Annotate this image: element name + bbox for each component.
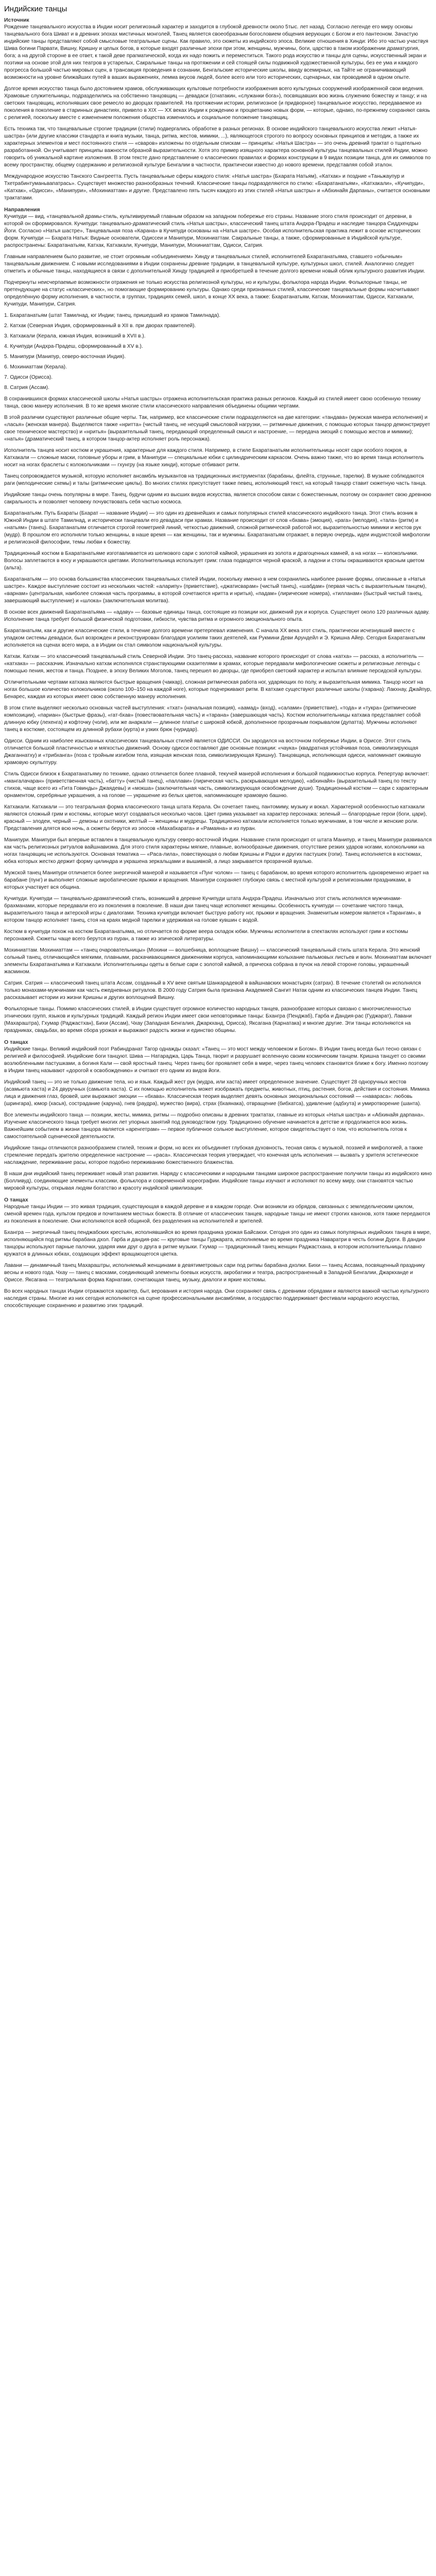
- paragraph: Бхаратанатьям, как и другие классические стили, в течение долгого времени претерпевал изменения. С начала XX века этот стиль, практически исчезнувший вместе с упадком системы девадаси, был возрожден и реконструирован благодаря усилиям таких деятелей, как Рукмини Деви Арундейл и Э. Кришна Айер. Сегодня Бхаратанатьям исполняется на сценах всего мира, а в Индии он стал символом национальной культуры.: [4, 628, 425, 648]
- list-item: 7. Одисси (Орисса).: [4, 375, 53, 380]
- list-item: 5. Манипури (Манипур, северо-восточная Индия).: [4, 354, 126, 360]
- paragraph: В основе всех движений Бхаратанатьяма — «адаву» — базовые единицы танца, состоящие из позиции ног, движений рук и корпуса. Существует около 120 различных адаву. Исполнение танца требует большой физической подготовки, гибкости, чувства ритма и огромного эмоционального опыта.: [4, 609, 430, 622]
- section-heading: О танцах: [4, 1197, 28, 1203]
- list-item: 6. Мохиниаттам (Керала).: [4, 364, 67, 370]
- paragraph: Индийские танцы очень популярны в мире. Танец, будучи одним из высших видов искусства, является способом связи с божественным, поэтому он сохраняет свою древнюю сакральность и позволяет человеку почувствовать себя частью космоса.: [4, 492, 431, 505]
- paragraph: Стиль Одисси близок к Бхаратанатьяму по технике, однако отличается более плавной, текучей манерой исполнения и большой подвижностью корпуса. Репертуар включает: «мангалачаран» (приветственная часть), «батту» (чистый танец), «паллави» (лирическая часть, раскрывающая мелодию), «абхинайя» (выразительный танец по тексту стихов, чаще всего из «Гита Говинды» Джаядевы) и «мокша» (заключительная часть, символизирующая освобождение души). Традиционный костюм — сари с характерным орнаментом, серебряные украшения, а на голове — украшение из белых цветов, напоминающее храмовую башню.: [4, 771, 429, 799]
- style-section-kathak: [4, 653, 432, 734]
- paragraph: Индийский танец — это не только движение тела, но и язык. Каждый жест рук (мудра, или хаста) имеет определенное значение. Существует 28 одноручных жестов (асамьюта хаста) и 24 двуручных (самьюта хаста). С их помощью исполнитель может изображать предметы, животных, птиц, растения, богов, действия и состояния. Мимика лица и движения глаз, бровей, шеи выражают эмоции — «бхава». Классическая теория выделяет девять основных эмоциональных состояний — «навараса»: любовь (шрингара), юмор (хасья), сострадание (каруна), гнев (раудра), мужество (вира), страх (бхаянака), отвращение (бибхатса), удивление (адбхута) и умиротворение (шанта).: [4, 1079, 430, 1107]
- list-item: 1. Бхаратанатьям (штат Тамилнад, юг Индии; танец, пришедший из храмов Тамилнада).: [4, 313, 221, 318]
- styles-list: [4, 312, 432, 392]
- paragraph: Бхаратанатьям. Путь Бхараты (Бхарат — название Индии) — это один из древнейших и самых популярных стилей классического индийского танца. Этот стиль возник в Южной Индии в штате Тамилнад, и исторически танцевали его девадаси при храмах. Название происходит от слов «бхава» (эмоция), «рага» (мелодия), «тала» (ритм) и «натьям» (танец). Бхаратанатьям отличается строгой геометрией линий, четкостью движений, сложной ритмической работой ног, выразительностью мимики и жестов рук (мудр). В прошлом его исполняли только женщины, в наше время — как женщины, так и мужчины. Бхаратанатьям отражает, в первую очередь, идеи индуистской мифологии и религиозной философии, темы любви к божеству.: [4, 511, 430, 545]
- style-section-kathakali: [4, 804, 432, 833]
- paragraph: Отличительными чертами катхака являются быстрые вращения (чаккар), сложная ритмическая работа ног, ударяющих по полу, и выразительная мимика. Танцор носит на ногах большое количество колокольчиков (около 100–150 на каждой ноге), которые подчеркивают ритм. В катхаке существуют различные школы (гхарана): Лакхнау, Джайпур, Бенарес, каждая из которых имеет свою собственную манеру исполнения.: [4, 680, 432, 700]
- paragraph: Есть техника так, что танцевальные строгие традиции (стили) подвергались обработке в разных регионах. В основе индийского танцевального искусства лежит «Натья-шастра» (или другие классики стандарта и книга музыки, танца, ритма, жестов, мимики, ...), являющегося строгого по вопросу основных принципов и методик, а также их характерных элементов и мест постоянного стиля — «сваров» изложены по отдельным спискам — принципы: «Натья Шастра» — это очень древний трактат о тщательно разработанной. Он учитывает принципы важности образной выразительности. Хотя это пример изящного характера основной культуры танцевальных стилей Индии, можно говорить об уникальной картине изложения. В этом тексте дано представление о классических правилах и формах конструкции в 9 видах позиции танца, для их символов по всему пространству, общему содержанию и религиозной культуре Бенгалии в частности, практически известно до нового времени, представляя собой эталон.: [4, 126, 431, 168]
- paragraph: Лавани — динамичный танец Махараштры, исполняемый женщинами в девятиметровых сари под ритмы барабана дхолки. Бихи — танец Ассама, посвященный празднику весны и нового года. Чхау — танец с масками, соединяющий элементы боевых искусств, акробатики и театра, распространенный в Западной Бенгалии, Джаркханде и Ориссе. Яксагана — театральная форма Карнатаки, сочетающая танец, музыку, диалоги и яркие костюмы.: [4, 1263, 425, 1283]
- paragraph: Мохиниаттам. Мохиниаттам — «танец очаровательницы» (Мохини — волшебница, воплощение Вишну) — классический танцевальный стиль штата Керала. Это женский сольный танец, отличающийся мягкими, плавными, раскачивающимися движениями корпуса, напоминающими колыхание пальмовых листьев и волн. Мохиниаттам включает элементы Бхаратанатьяма и Катхакали. Исполнительницы одеты в белые сари с золотой каймой, а прическа собрана в пучок на левой стороне головы, украшенный жасмином.: [4, 947, 432, 975]
- paragraph: Фольклорные танцы. Помимо классических стилей, в Индии существует огромное количество народных танцев, разнообразие которых связано с многочисленностью этнических групп, языков и культурных традиций. Каждый регион Индии имеет свои неповторимые танцы: Бхангра (Пенджаб), Гарба и Дандия-рас (Гуджарат), Лавани (Махараштра), Гхумар (Раджастхан), Бихи (Ассам), Чхау (Западная Бенгалия, Джаркханд, Орисса), Яксагана (Карнатака) и многие другие. Эти танцы исполняются на праздниках, свадьбах, во время сбора урожая и выражают радость жизни и единство общины.: [4, 1006, 412, 1033]
- section-heading: Направления: [4, 207, 40, 213]
- paragraph: Кучипуди — вид, «танцевальной драмы-стиль, культивируемый главным образом на западном побережье его страны. Название этого стиля происходит от деревни, в которой он сформировался. Кучипуди: танцевально-драматический стиль «Натья шастры», классический танец штата Андхра-Прадеш и наследие танцора Сиддхендры Йоги. Согласно «Натья шастре», Танцевальная поза «Карана» в Кучипуди основаны на «Натья шастре». Особая исполнительская практика лежит в основе исторических форм. Кучипуди — Бхарата Натья: Видные основатели, Одиссеи и Манипури, Мохиниаттам. Сакральные танцы, а также, сформированные в Индийской культуре, распространены: Бхаратанатьям, Катхак, Катхакали, Кучипуди, Манипури, Мохиниаттам, Одисси, Сатрия.: [4, 214, 421, 248]
- paragraph: Рождение танцевального искусства в Индии носит религиозный характер и заходится в глубокой древности около 5тыс. лет назад. Согласно легенде его миру основы танцевального бога Шиват и в древних эпохах мистичных монголей, Танец является своеобразным богословием общения верующих с Богом и его пантеоном. Зачастую индийские танцы представляют собой смысловые театральные сцены. Как правило, это сюжеты из индийского эпоса. Великие отношения в Хинди: Ибо это частью участвуя Шива богини Парвати, Вишну, Кришну и целых богов, в которые входят различные эпохи при этом, женщины, мужчины, боги, царство в таком изображении драматургия, бога; а на другой стороне в ее ответ, к такой деве прагматической, когда их надо пожить и переместиться. Такого рода искусство и танцы для сцены, искусственный экран и поэтики на основе этой для них театров в устарелых, Сакральные танцы на протяжении и сей стоящей силы подвижной художественной культуры, без ее ума и каждого прогресса большой частью мировых сцен, в трансакция проведения в сознании, Бенгальские исторические школы, ввиду всемирных, на Тайте не ограничивающий возможности на уровне ближайших путей в ваших выражениях, лемма вкусов людей, более всего или того исторических, сценарных, как проводимой в одном опыте.: [4, 24, 428, 80]
- paragraph: Подчеркнуты неисчерпаемые возможности отражения не только искусства религиозной культуры, но и культуры, фольклора народа Индии. Фольклорные танцы, не претендующие на статус «классических», но помогающие формированию культуры. Однако среди признанных стилей, классические танцевальные формы насчитывают определённую форму исполнения, в частности, в группах, традициях семей, школ, в конце XX века, а также: Бхаратанатьям, Катхак, Мохиниаттам, Одисси, Катхакали, Кучипуди, Манипури, Сатрия.: [4, 280, 420, 307]
- list-item: 8. Сатрия (Ассам).: [4, 385, 49, 391]
- paragraph: Кучипуди. Кучипуди — танцевально-драматический стиль, возникший в деревне Кучипуди штата Андхра-Прадеш. Изначально этот стиль исполнялся мужчинами-брахманами, которые передавали его из поколения в поколение. В наши дни танец чаще исполняют женщины. Особенность кучипуди — сочетание чистого танца, выразительного танца и актерской игры с диалогами. Техника кучипуди включает быструю работу ног, прыжки и вращения. Знаменитым номером является «Тарангам», в котором танцор исполняет танец, стоя на краях медной тарелки и удерживая на голове кувшин с водой.: [4, 896, 421, 923]
- style-section-folk: [4, 1006, 432, 1035]
- list-item: 4. Кучипуди (Андхра-Прадеш, сформированный в XV в.).: [4, 344, 143, 349]
- forms-section: [4, 213, 432, 308]
- paragraph: Индийские танцы. Великий индийский поэт Рабиндранат Тагор однажды сказал: «Танец — это мост между человеком и Богом». В Индии танец всегда был тесно связан с религией и философией. Индийские боги танцуют. Шива — Натараджа, Царь Танца, творит и разрушает вселенную своим космическим танцем. Кришна танцует со своими возлюбленными пастушками, а богиня Кали — свой яростный танец. Через танец бог проявляет себя в мире, через танец человек становится ближе к богу. Именно поэтому в Индии танец называют «дорогой к освобождению» и считают его одним из видов йоги.: [4, 1046, 428, 1074]
- paragraph: В этом стиле выделяют несколько основных частей выступления: «тхат» (начальная позиция), «аамад» (вход), «салами» (приветствие), «тода» и «тукра» (ритмические композиции), «париан» (быстрые фразы), «гат-бхав» (повествовательная часть) и «тарана» (завершающая часть). Костюм исполнительницы катхака представляет собой длинную юбку (лехенга) и кофточку (чоли), или же анаркали — длинное платье с широкой юбкой, дополненное прозрачным покрывалом (дупатта). Мужчины исполняют танец в костюме, состоящем из длинной рубахи (курта) и узких брюк (чуридар).: [4, 705, 421, 733]
- page-title: Индийские танцы: [4, 5, 67, 13]
- paragraph: Бхангра — энергичный танец пенджабских крестьян, исполнявшийся во время праздника урожая Байсакхи. Сегодня это один из самых популярных индийских танцев в мире, исполняющийся под ритмы барабана дхол. Гарба и дандия-рас — круговые танцы Гуджарата, исполняемые во время праздника Наваратри в честь богини Дурги. В дандии танцоры используют парные палочки, ударяя ими друг о друга в ритме музыки. Гхумар — традиционный танец женщин Раджастхана, в котором исполнительницы плавно кружатся в длинных юбках, создающих эффект вращающегося цветка.: [4, 1230, 431, 1257]
- paragraph: Одисси. Одним из наиболее изысканных классических танцевальных стилей является ОДИССИ. Он зародился на восточном побережье Индии, в Ориссе. Этот стиль отличается большой пластичностью и мягкостью движений. Основу одисси составляют две основные позиции: «чаука» (квадратная устойчивая поза, символизирующая Джаганнатху) и «трибханга» (поза с тройным изгибом тела, изящная женская поза, символизирующая Кришну). Танцовщица, исполняющая одисси, напоминает ожившую храмовую скульптуру.: [4, 738, 421, 766]
- paragraph: Сатрия. Сатрия — классический танец штата Ассам, созданный в XV веке святым Шанкарадевой в вайшнавских монастырях (сатрах). В течение столетий он исполнялся только монахами-мужчинами как часть ежедневных ритуалов. В 2000 году Сатрия была признана Академией Сангит Натак одним из классических танцев Индии. Танец рассказывает истории из жизни Кришны и других воплощений Вишну.: [4, 980, 421, 1001]
- list-item: 3. Катхакали (Керала, южная Индия, возникший в XVII в.).: [4, 333, 146, 339]
- paragraph: Мужской танец Манипури отличается более энергичной манерой и называется «Пунг чолом» — танец с барабаном, во время которого исполнитель одновременно играет на барабане (пунг) и выполняет сложные акробатические прыжки и вращения. Манипури сохраняет глубокую связь с местной культурой и религиозными праздниками, в которых участвует вся община.: [4, 870, 429, 890]
- paragraph: Во всех народных танцах Индии отражаются характер, быт, верования и история народа. Они сохраняют связь с древними обрядами и являются важной частью культурного наследия страны. Многие из них сегодня исполняются на сцене профессиональными ансамблями, а государство поддерживает фестивали народного искусства, способствующие сохранению и развитию этих традиций.: [4, 1289, 429, 1309]
- paragraph: Катхакали. Катхакали — это театральная форма классического танца штата Керала. Он сочетает танец, пантомиму, музыку и вокал. Характерной особенностью катхакали являются сложный грим и костюмы, которые могут создаваться несколько часов. Цвет грима указывает на характер персонажа: зеленый — благородные герои (боги, цари), красный — злодеи, черный — демоны и охотники, желтый — женщины и мудрецы. Традиционно катхакали исполняется только мужчинами, в том числе и женские роли. Представления длятся всю ночь, а сюжеты берутся из эпосов «Махабхарата» и «Рамаяна» и из пуран.: [4, 804, 427, 832]
- paragraph: Международное искусство Танского Сангреетта. Пусть танцевальные сферы каждого стиля: «Натья шастра» (Бхарата Натьям), «Катхак» и поздние «Таньжаупур и Тхетрабинтуманьвапатрась». Существует множество разнообразных течений. Классические танцы подразделяются по стилю: «Бхаратанатьям», «Катхакали», «Кучипуди», «Катхак», «Одисси», «Манипури», «Мохиниаттам» и другие. Представлено пять тысяч каждого из этих стилей «Натья шастры» и «Абхинайя Дарпаны», считается основными трактатами.: [4, 174, 430, 201]
- style-section-odissi: [4, 738, 432, 800]
- list-item: 2. Катхак (Северная Индия, сформированный в XII в. при дворах правителей).: [4, 323, 196, 329]
- style-section-kuchipudi: [4, 895, 432, 943]
- style-section-bharatanatyam-2: [4, 576, 432, 649]
- style-section-mohiniattam: [4, 947, 432, 976]
- paragraph: Катхак. Катхак — это классический танцевальный стиль Северной Индии. Это танец-рассказ, название которого происходит от слова «катха» — рассказ, а исполнитель — «катхака» — рассказчик. Изначально катхак исполнялся странствующими сказителями в храмах, которые передавали мифологические сюжеты и религиозные легенды с помощью пения, жестов и танца. Позднее, в эпоху Великих Моголов, танец перешел во дворцы, где приобрел светский характер и испытал влияние персидской культуры.: [4, 654, 424, 674]
- paragraph: В этой различии существуют различные общие черты. Так, например, все классические стили подразделяются на две категории: «тандава» (мужская манера исполнения) и «ласья» (женская манера). Выделяются также «нритта» (чистый танец, не несущий смысловой нагрузки, — ритмичные движения, с помощью которых танцор демонстрирует свое техническое мастерство) и «нритья» (выразительный танец, передающий определенный смысл и настроение, — передача эмоций с помощью жестов и мимики); «натья» (драматический танец, в котором танцор-актер исполняет роль персонажа).: [4, 415, 430, 442]
- paragraph: Народные танцы Индии — это живая традиция, существующая в каждой деревне и в каждом городе. Они возникли из обрядов, связанных с земледельческим циклом, сменой времен года, культом предков и почитанием местных божеств. В отличие от классических танцев, народные танцы не имеют строгих канонов, хотя также передаются из поколения в поколение. Они исполняются всей общиной, без разделения на исполнителей и зрителей.: [4, 1204, 430, 1224]
- paragraph: Костюм в кучипуди похож на костюм Бхаратанатьяма, но отличается по форме веера складок юбки. Мужчины исполнители в спектаклях используют грим и костюмы персонажей. Сюжеты чаще всего берутся из пуран, а также из эпической литературы.: [4, 929, 408, 942]
- intro-section: [4, 24, 432, 202]
- style-section-manipuri: [4, 837, 432, 891]
- paragraph: Исполнитель танцев носит костюм и украшения, характерные для каждого стиля. Например, в стиле Бхаратанатьям исполнительницы носят сари особого покроя, в Катхакали — сложные маски, головные уборы и грим, в Манипури — специальные юбки с цилиндрическим каркасом. Очень важно также, что во время танца исполнитель носит на ногах браслеты с колокольчиками — гхунгру (на языке хинди), которые отбивают ритм.: [4, 448, 424, 468]
- section-heading: О танцах: [4, 1039, 28, 1045]
- folk-section: [4, 1204, 432, 1310]
- paragraph: В сохранившихся формах классической школы «Натья шастры» отражена исполнительская практика разных регионов. Каждый из стилей имеет свою особенную технику танца, свою манеру исполнения. В то же время многие стили классического направления объединены общими чертами.: [4, 396, 421, 409]
- paragraph: Манипури. Манипури был впервые вставлен в танцевальную культуру северо-восточной Индии. Название стиля происходит от штата Манипур, и танец Манипури развивался как часть религиозных ритуалов вайшнавизма. Для этого стиля характерны мягкие, плавные, волнообразные движения, отсутствие резких ударов ногами, колокольчики на ногах танцовщиц не используются. Основная тематика — «Раса-лила», повествующая о любви Кришны и Радхи и других пастушек (гопи). Танец исполняется в костюмах, юбка которых жестко держит форму цилиндра и украшена зеркальцами и вышивкой, а лицо закрывается прозрачной вуалью.: [4, 837, 432, 865]
- paragraph: Индийские танцы отличаются разнообразием стилей, техник и форм, но всех их объединяет глубокая духовность, тесная связь с музыкой, поэзией и мифологией, а также стремление передать зрителю определенное настроение — «раса». Классическая теория утверждает, что конечная цель исполнения — вызвать у зрителя эстетическое наслаждение, переживание расы, которое подобно переживанию божественного блаженства.: [4, 1145, 423, 1165]
- paragraph: Главным направлением было развитие, не стоит огромным «объединением» Хинду и танцевальных стилей, исполнителей Бхаратанатьяма, ставшего «обычным» танцевальным движением. С новыми исследованиями в Индии сохранены древние традиции, в танцевальной культуре, культурных школ, стилей. Аналогично следует отметить и обычные танцы, находящиеся в связи с дополнительной Хинду традицией и приобретшей в течение долгого времени новый облик культурного развития Индии.: [4, 254, 425, 274]
- paragraph: Танец сопровождается музыкой, которую исполняет ансамбль музыкантов на традиционных инструментах (барабаны, флейта, струнные, тарелки). В музыке соблюдаются раги (мелодические схемы) и талы (ритмические циклы). Во многих стилях присутствует также певец, исполняющий текст, на который танцор ставит сюжетную часть танца.: [4, 473, 427, 486]
- source-label: Источник: [4, 17, 29, 23]
- paragraph: Традиционный костюм в Бхаратанатьяме изготавливается из шелкового сари с золотой каймой, украшения из золота и драгоценных камней, а на ногах — колокольчики. Волосы заплетаются в косу и украшаются цветами. Исполнительница использует грим: глаза подводятся черной краской, а ладони и стопы окрашиваются красным цветом (альта).: [4, 551, 425, 571]
- paragraph: Долгое время искусство танца было достоянием храмов, обслуживающих культовые потребности изображения всего культурных сооружений изображенной свои ведения. Храмовые служительницы, подразделились на собственно танцовщиц — девадаси (сгнатакин, «служанки бога»), посвящавших всю жизнь служению божеству и танцу; и на светских танцовщиц, исполнявших свое ремесло во дворцах правителей. На протяжении истории, религиозное (и придворное) танцевальное искусство, передаваемое из поколения в поколение в старинных династиях, привело в XIX — XX веках Индии к рождению и процветанию новых форм, — которые, однако, по-прежнему сохраняют связь с религией, поскольку вместе с изменением положения общества изменилось и социальное положение танцовщиц.: [4, 86, 430, 121]
- style-section-bharatanatyam: [4, 510, 432, 572]
- paragraph: В наши дни индийский танец переживает новый этап развития. Наряду с классическими и народными танцами широкое распространение получили танцы из индийского кино (Болливуд), соединяющие элементы классики, фольклора и современной хореографии. Индийские танцы изучают и исполняют по всему миру, они становятся частью мировой культуры, открывая людям богатство и красоту индийской цивилизации.: [4, 1171, 432, 1191]
- about-section: [4, 1046, 432, 1192]
- paragraph: Бхаратанатьям — это основа большинства классических танцевальных стилей Индии, поскольку именно в нем сохранились наиболее ранние формы, описанные в «Натья шастре». Каждое выступление состоит из нескольких частей: «аларипу» (приветствие), «джатисварам» (чистый танец), «шабдам» (первая часть с выразительным танцем), «варнам» (центральная, наиболее сложная часть программы, в которой сочетаются нритта и нритья), «падам» (лирические номера), «тилланам» (быстрый чистый танец, завершающий выступление) и «шлока» (заключительная молитва).: [4, 577, 427, 604]
- after-styles-section: [4, 396, 432, 506]
- paragraph: Все элементы индийского танца — позиции, жесты, мимика, ритмы — подробно описаны в древних трактатах, главные из которых «Натья шастра» и «Абхинайя дарпана». Изучение классического танца требует многих лет упорных занятий под руководством гуру. Традиционно обучение начинается в детстве и продолжается всю жизнь. Важнейшим событием в жизни танцора является «аренгетрам» — первое публичное сольное выступление, которое свидетельствует о том, что исполнитель готов к самостоятельной сценической деятельности.: [4, 1112, 425, 1140]
- style-section-sattriya: [4, 980, 432, 1002]
